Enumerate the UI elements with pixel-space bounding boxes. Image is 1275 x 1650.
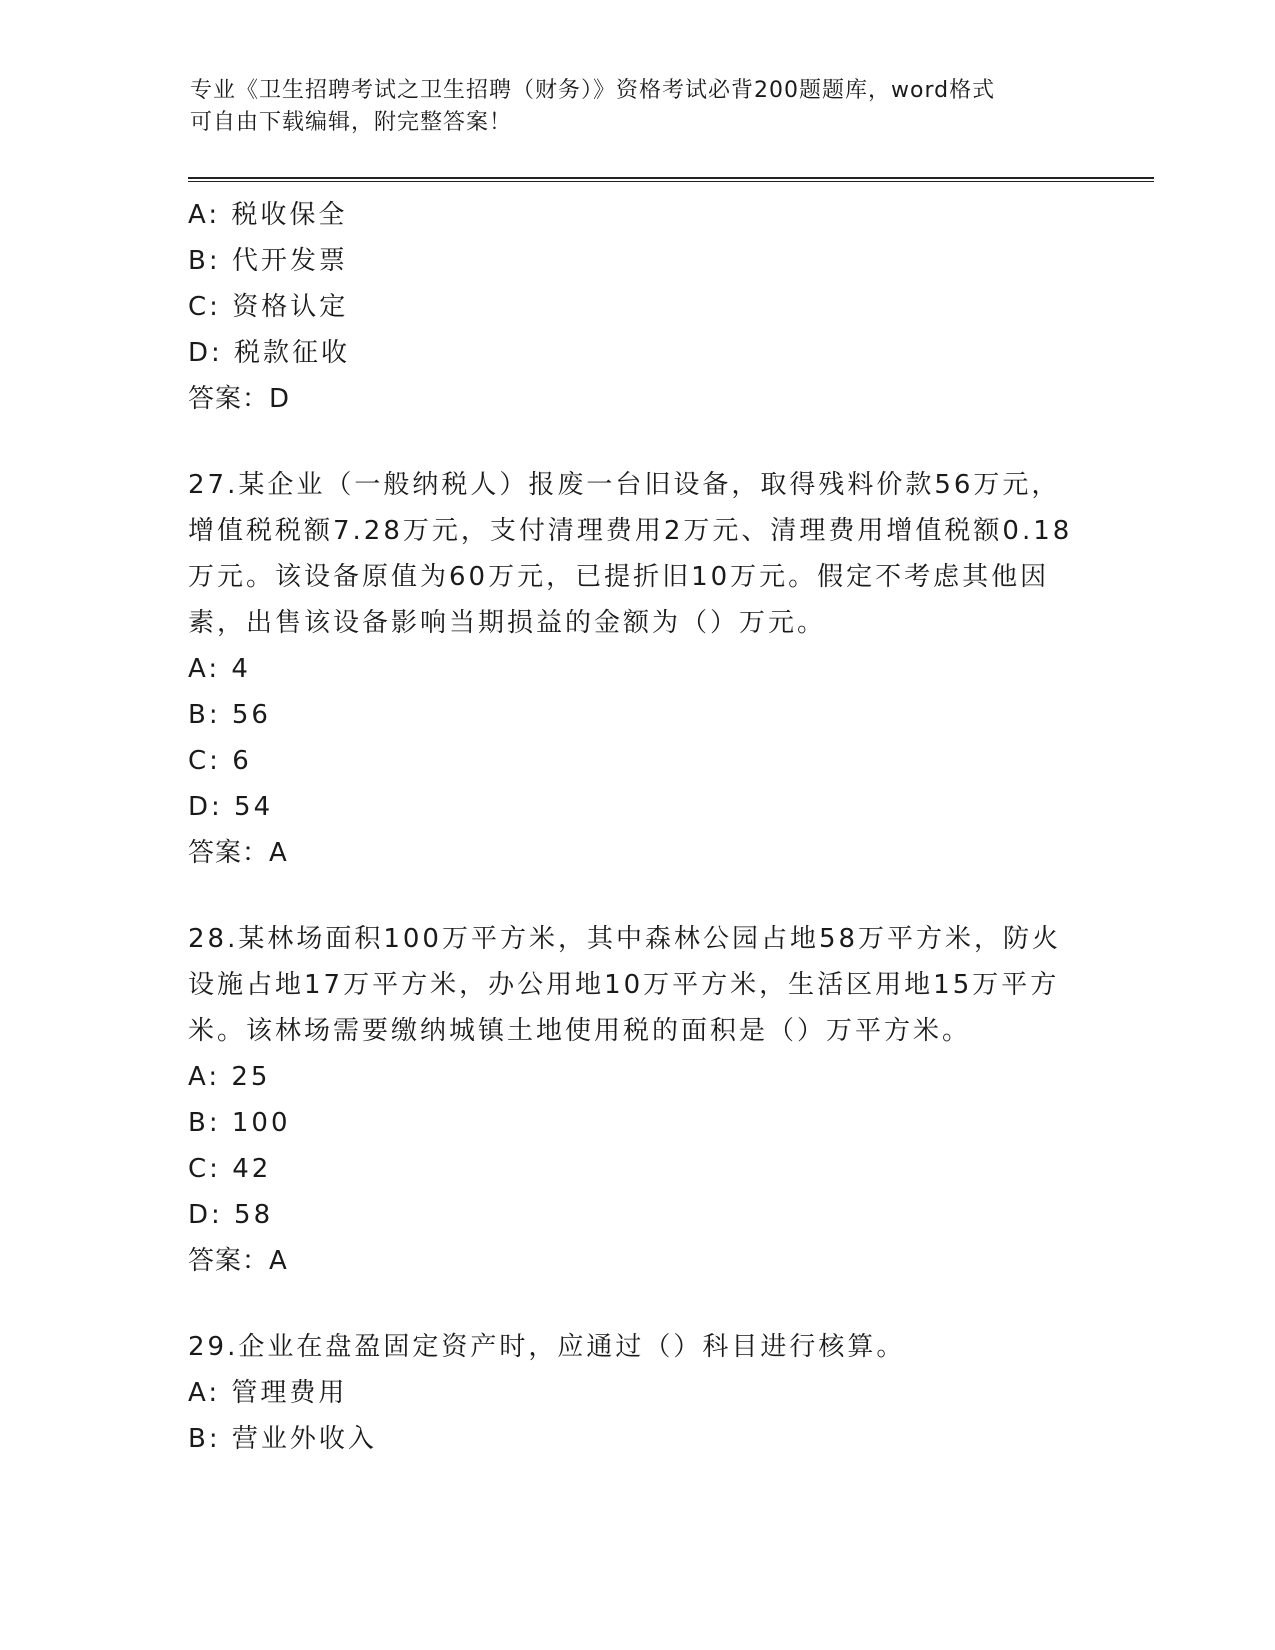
option-letter: A: [188, 1378, 221, 1408]
answer-label: 答案： [188, 1246, 270, 1276]
question-stem-line: 米。该林场需要缴纳城镇土地使用税的面积是（）万平方米。 [188, 1016, 972, 1046]
option-text: 营业外收入 [231, 1424, 377, 1454]
question-stem-line: 素，出售该设备影响当期损益的金额为（）万元。 [188, 608, 827, 638]
option-letter: B: [188, 246, 221, 276]
question-stem [188, 1324, 1088, 1370]
question-stem [188, 462, 1088, 646]
question-block [188, 192, 1088, 422]
option-letter: D: [188, 792, 223, 822]
answer-value: D [269, 384, 290, 414]
answer-line [188, 1238, 1088, 1284]
option-text: 42 [232, 1154, 272, 1184]
question-list [188, 192, 1088, 1462]
option-text: 税款征收 [234, 338, 351, 368]
option-text: 代开发票 [231, 246, 348, 276]
option-text: 56 [231, 700, 271, 730]
option-text: 54 [234, 792, 274, 822]
header-divider-thin [188, 181, 1154, 182]
option-letter: B: [188, 700, 221, 730]
option-text: 税收保全 [231, 200, 348, 230]
option-letter: A: [188, 654, 221, 684]
option-letter: C: [188, 746, 221, 776]
option-letter: C: [188, 292, 221, 322]
option-letter: A: [188, 200, 221, 230]
question-block [188, 422, 1088, 876]
option-letter: A: [188, 1062, 221, 1092]
question-stem-line: 29.企业在盘盈固定资产时，应通过（）科目进行核算。 [188, 1332, 906, 1362]
block-spacer [188, 422, 1088, 462]
answer-option [188, 1370, 1088, 1416]
answer-line [188, 830, 1088, 876]
answer-option [188, 1192, 1088, 1238]
question-stem-line: 设施占地17万平方米，办公用地10万平方米，生活区用地15万平方 [188, 970, 1060, 1000]
answer-option [188, 192, 1088, 238]
answer-option [188, 1054, 1088, 1100]
answer-option [188, 692, 1088, 738]
option-letter: B: [188, 1108, 221, 1138]
answer-option [188, 330, 1088, 376]
question-block [188, 1284, 1088, 1462]
header-line-2: 可自由下载编辑，附完整答案！ [190, 110, 513, 135]
document-header [190, 75, 1090, 139]
question-stem [188, 916, 1088, 1054]
answer-label: 答案： [188, 838, 270, 868]
answer-option [188, 784, 1088, 830]
header-divider-thick [188, 177, 1154, 179]
option-text: 管理费用 [231, 1378, 348, 1408]
question-stem-line: 万元。该设备原值为60万元，已提折旧10万元。假定不考虑其他因 [188, 562, 1050, 592]
option-text: 100 [231, 1108, 291, 1138]
option-text: 25 [231, 1062, 271, 1092]
block-spacer [188, 876, 1088, 916]
option-text: 58 [234, 1200, 274, 1230]
option-letter: D: [188, 338, 223, 368]
answer-option [188, 238, 1088, 284]
answer-line [188, 376, 1088, 422]
question-block [188, 876, 1088, 1284]
answer-label: 答案： [188, 384, 270, 414]
question-stem-line: 增值税税额7.28万元，支付清理费用2万元、清理费用增值税额0.18 [188, 516, 1073, 546]
block-spacer [188, 1284, 1088, 1324]
question-stem-line: 27.某企业（一般纳税人）报废一台旧设备，取得残料价款56万元， [188, 470, 1061, 500]
answer-value: A [269, 838, 287, 868]
option-letter: B: [188, 1424, 221, 1454]
header-line-1: 专业《卫生招聘考试之卫生招聘（财务）》资格考试必背200题题库，word格式 [190, 78, 996, 103]
answer-option [188, 738, 1088, 784]
answer-option [188, 1146, 1088, 1192]
answer-option [188, 284, 1088, 330]
option-letter: C: [188, 1154, 221, 1184]
answer-option [188, 1416, 1088, 1462]
answer-option [188, 1100, 1088, 1146]
option-text: 4 [231, 654, 251, 684]
option-letter: D: [188, 1200, 223, 1230]
answer-option [188, 646, 1088, 692]
answer-value: A [269, 1246, 287, 1276]
option-text: 6 [232, 746, 252, 776]
question-stem-line: 28.某林场面积100万平方米，其中森林公园占地58万平方米，防火 [188, 924, 1062, 954]
option-text: 资格认定 [232, 292, 349, 322]
